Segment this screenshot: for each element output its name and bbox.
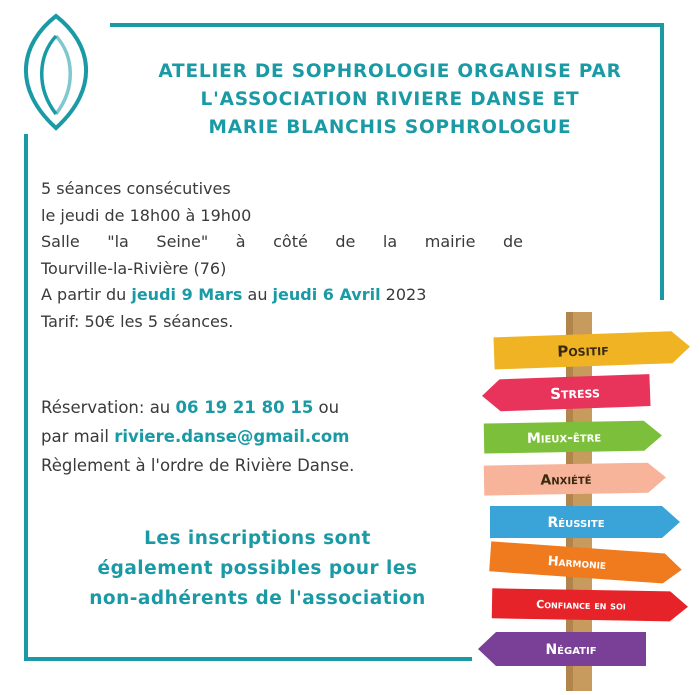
dates-prefix: A partir du <box>41 285 132 304</box>
town: Tourville-la-Rivière (76) <box>41 258 227 278</box>
event-info <box>41 176 523 335</box>
mail-prefix: par mail <box>41 427 115 446</box>
sign-label: Anxiété <box>540 471 592 489</box>
dates <box>41 282 523 309</box>
signpost-svg <box>472 300 700 691</box>
closing-line-3: non-adhérents de l'association <box>89 588 426 609</box>
reservation-phone-line <box>41 393 354 422</box>
end-date: jeudi 6 Avril <box>272 285 381 304</box>
title-line-3: MARIE BLANCHIS SOPHROLOGUE <box>208 117 572 138</box>
sign-1 <box>494 331 691 370</box>
sign-label: Négatif <box>545 642 597 659</box>
reservation-prefix: Réservation: au <box>41 398 176 417</box>
sign-label: Réussite <box>547 515 605 532</box>
sign-4 <box>484 462 666 495</box>
dates-year: 2023 <box>380 285 427 304</box>
dates-mid: au <box>242 285 273 304</box>
closing-line-2: également possibles pour les <box>97 558 418 579</box>
signpost-image <box>472 300 700 691</box>
title-line-2: L'ASSOCIATION RIVIERE DANSE ET <box>200 89 580 110</box>
title-line-1: ATELIER DE SOPHROLOGIE ORGANISE PAR <box>158 61 622 82</box>
reservation-info <box>41 393 354 480</box>
closing-line-1: Les inscriptions sont <box>144 528 371 549</box>
sign-label: Mieux-être <box>526 429 602 447</box>
sign-8 <box>478 632 646 666</box>
leaf-logo-icon <box>2 10 110 134</box>
phone-number[interactable]: 06 19 21 80 15 <box>175 398 314 417</box>
reservation-or: ou <box>313 398 340 417</box>
sign-label: Confiance en soi <box>536 598 626 613</box>
price: Tarif: 50€ les 5 séances. <box>41 311 234 331</box>
payment-info: Règlement à l'ordre de Rivière Danse. <box>41 456 355 475</box>
sign-label: Stress <box>549 383 601 403</box>
page-title <box>110 58 670 142</box>
sign-7 <box>492 588 688 621</box>
start-date: jeudi 9 Mars <box>131 285 243 304</box>
sign-5 <box>490 506 680 538</box>
sign-label: Positif <box>556 340 610 361</box>
sessions-count: 5 séances consécutives <box>41 179 231 198</box>
reservation-mail-line <box>41 422 354 451</box>
schedule: le jeudi de 18h00 à 19h00 <box>41 205 252 225</box>
venue: Salle "la Seine" à côté de la mairie de <box>41 232 523 251</box>
email-link[interactable]: riviere.danse@gmail.com <box>114 427 350 446</box>
closing-note <box>30 524 485 614</box>
sign-3 <box>484 420 662 453</box>
sign-label: Harmonie <box>547 554 607 574</box>
sign-2 <box>481 374 650 412</box>
